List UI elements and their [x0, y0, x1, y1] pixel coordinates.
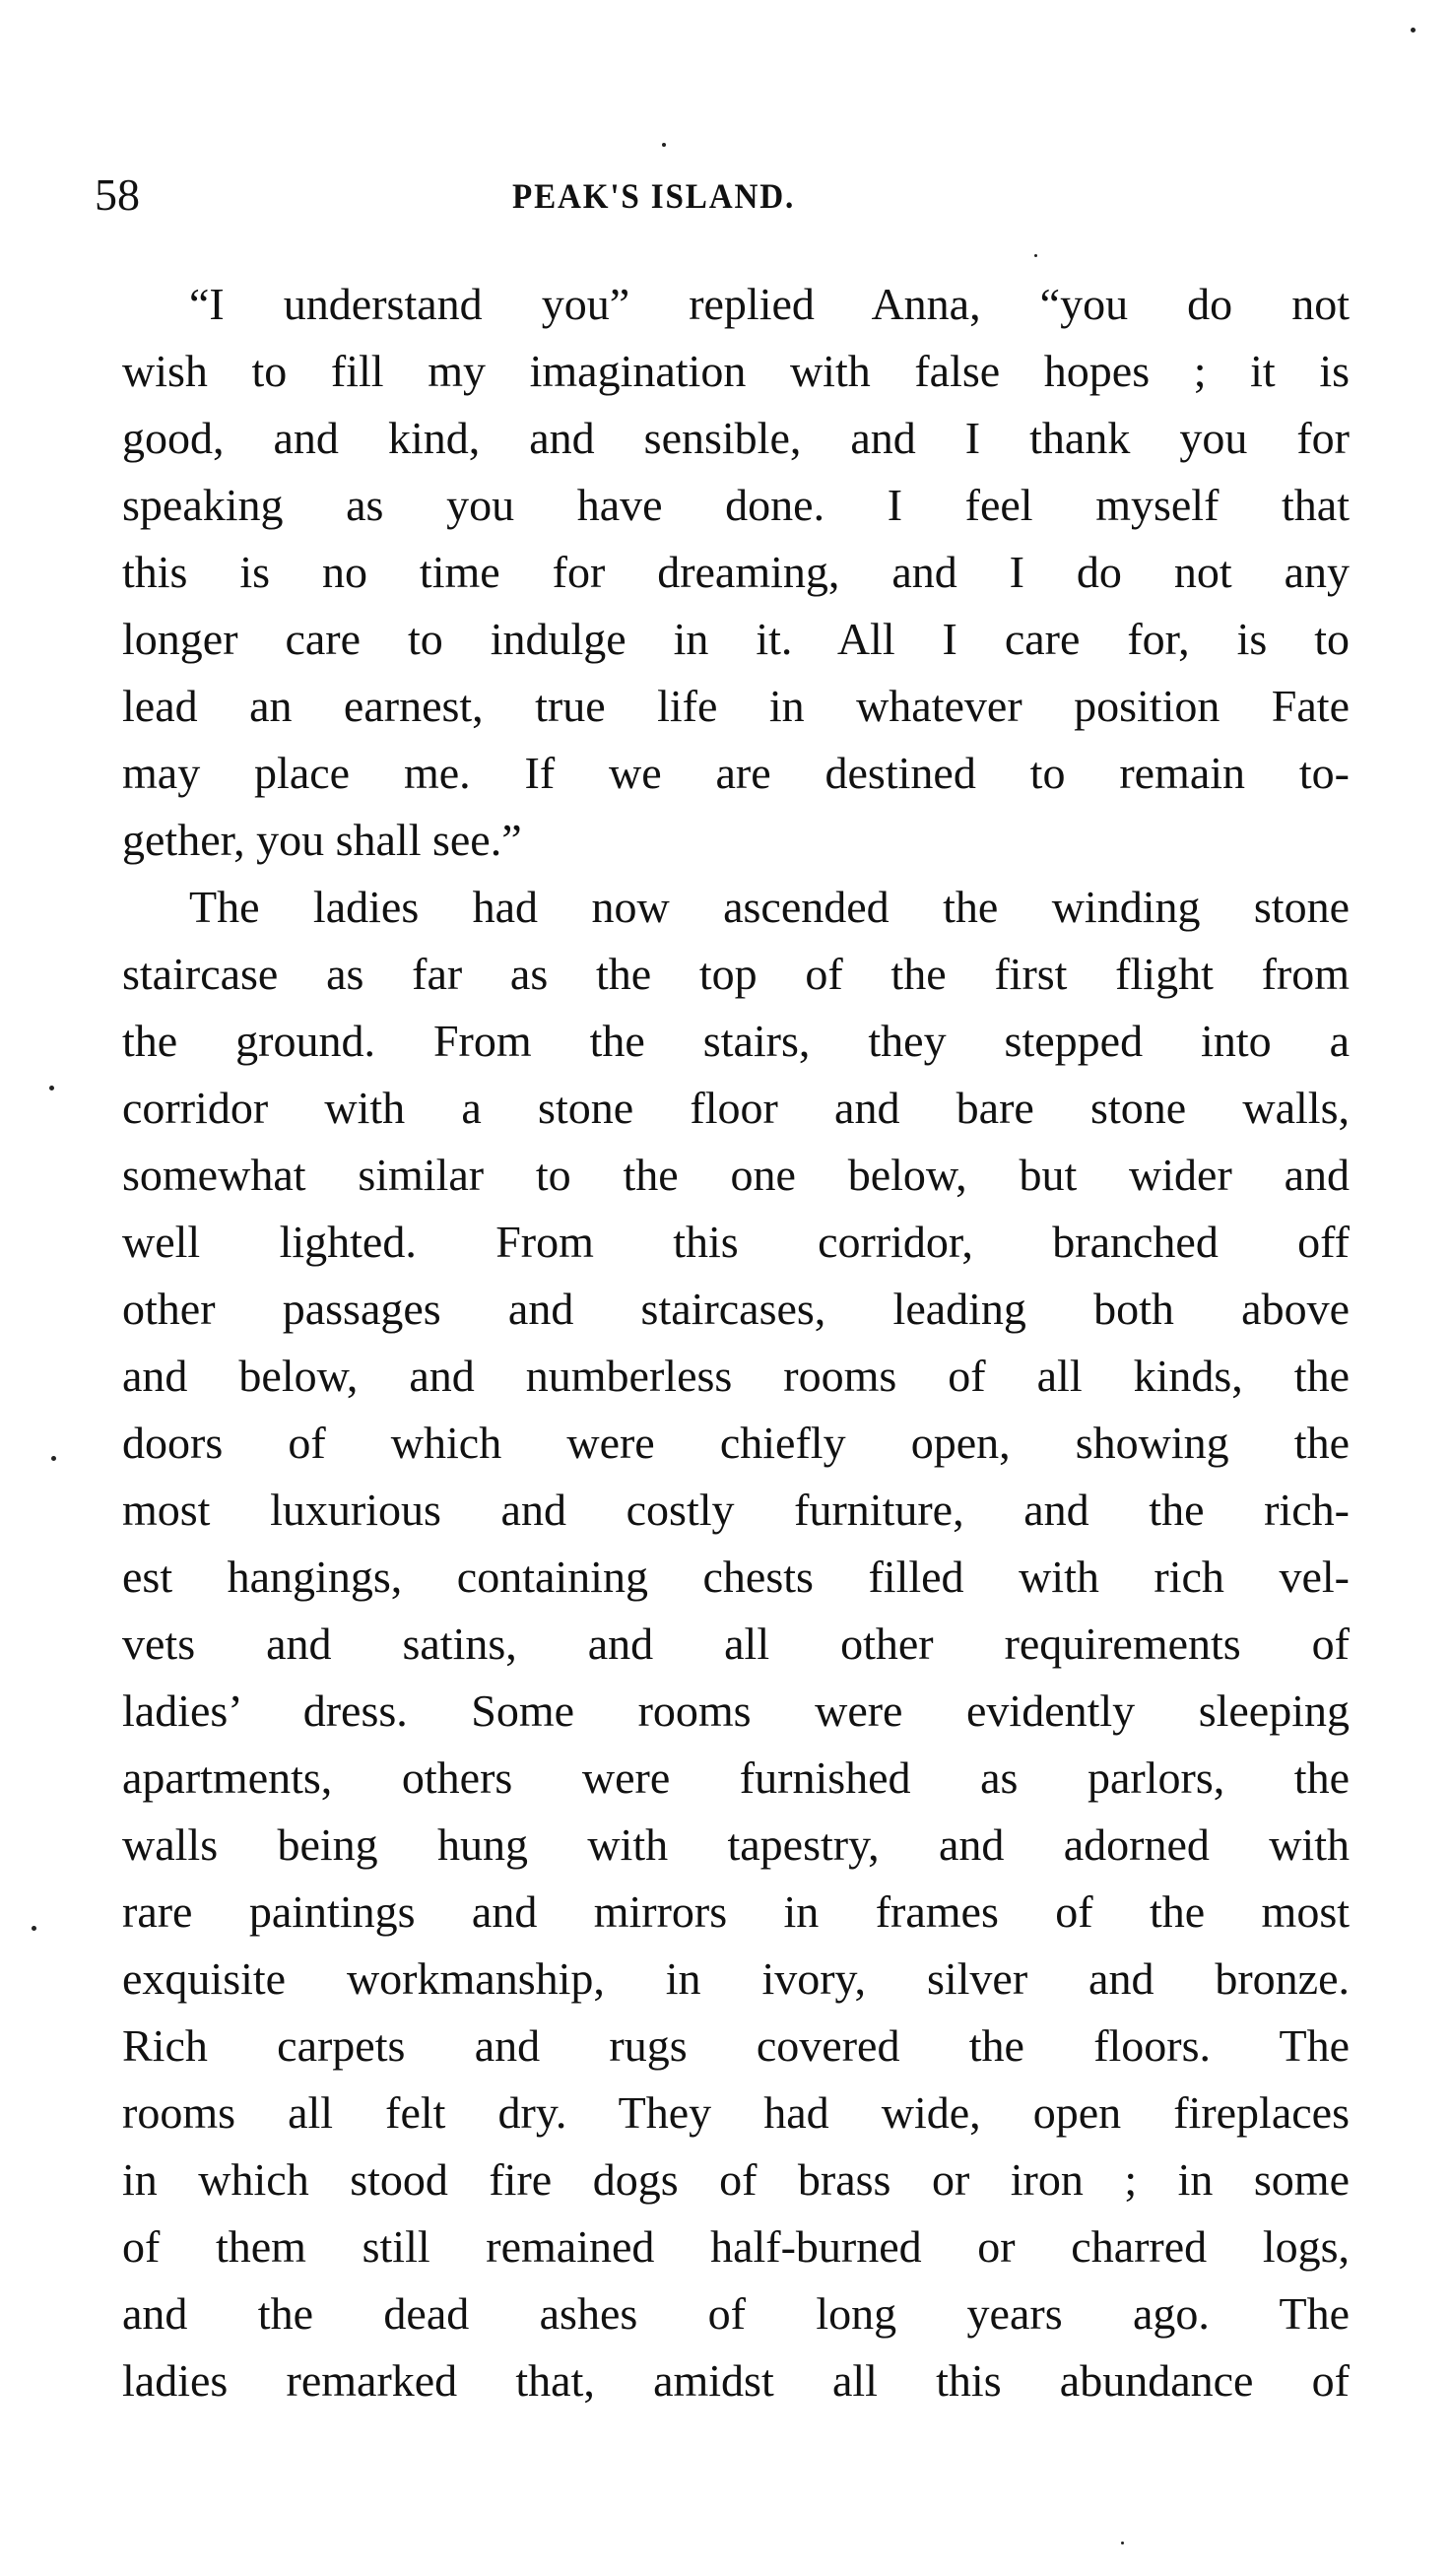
text-line: good, and kind, and sensible, and I thank you for — [122, 413, 1350, 463]
print-speck — [1411, 28, 1416, 33]
text-line: “I understand you” replied Anna, “you do not — [189, 279, 1350, 329]
text-line: in which stood fire dogs of brass or iron ; in some — [122, 2154, 1350, 2205]
text-line: The ladies had now ascended the winding stone — [189, 882, 1350, 932]
text-line: ladies’ dress. Some rooms were evidently sleeping — [122, 1685, 1350, 1736]
text-line: the ground. From the stairs, they stepped into a — [122, 1016, 1350, 1066]
text-line: this is no time for dreaming, and I do not any — [122, 547, 1350, 597]
text-line: corridor with a stone floor and bare stone walls, — [122, 1083, 1350, 1133]
text-line: may place me. If we are destined to remain to- — [122, 748, 1350, 798]
text-line: vets and satins, and all other requirements of — [122, 1618, 1350, 1669]
text-line: rare paintings and mirrors in frames of the most — [122, 1886, 1350, 1937]
text-line: and below, and numberless rooms of all kinds, the — [122, 1351, 1350, 1401]
print-speck — [32, 1926, 36, 1931]
body-text — [122, 271, 1350, 2414]
text-line: and the dead ashes of long years ago. The — [122, 2288, 1350, 2339]
print-speck — [662, 143, 666, 147]
text-line: exquisite workmanship, in ivory, silver and bronze. — [122, 1953, 1350, 2004]
print-speck — [49, 1086, 54, 1090]
text-line: of them still remained half-burned or charred logs, — [122, 2221, 1350, 2272]
text-line: walls being hung with tapestry, and adorned with — [122, 1819, 1350, 1870]
text-line: other passages and staircases, leading both above — [122, 1284, 1350, 1334]
print-speck — [51, 1456, 56, 1461]
text-line: doors of which were chiefly open, showing the — [122, 1418, 1350, 1468]
text-line: Rich carpets and rugs covered the floors. The — [122, 2020, 1350, 2071]
text-line: lead an earnest, true life in whatever position Fate — [122, 681, 1350, 731]
text-line: longer care to indulge in it. All I care for, is to — [122, 614, 1350, 664]
text-line: somewhat similar to the one below, but wider and — [122, 1150, 1350, 1200]
page-number: 58 — [95, 169, 140, 220]
text-line: well lighted. From this corridor, branched off — [122, 1217, 1350, 1267]
text-line: wish to fill my imagination with false hopes ; it is — [122, 346, 1350, 396]
text-line: staircase as far as the top of the first flight from — [122, 949, 1350, 999]
print-speck — [1034, 254, 1037, 257]
text-line: ladies remarked that, amidst all this abundance of — [122, 2355, 1350, 2406]
text-line: speaking as you have done. I feel myself that — [122, 480, 1350, 530]
text-line: rooms all felt dry. They had wide, open fireplaces — [122, 2087, 1350, 2138]
text-line: most luxurious and costly furniture, and the rich- — [122, 1485, 1350, 1535]
text-line: apartments, others were furnished as parlors, the — [122, 1752, 1350, 1803]
running-title: PEAK'S ISLAND. — [512, 176, 796, 216]
text-line: est hangings, containing chests filled with rich vel- — [122, 1552, 1350, 1602]
text-line: gether, you shall see.” — [122, 815, 522, 865]
print-speck — [1121, 2542, 1124, 2544]
